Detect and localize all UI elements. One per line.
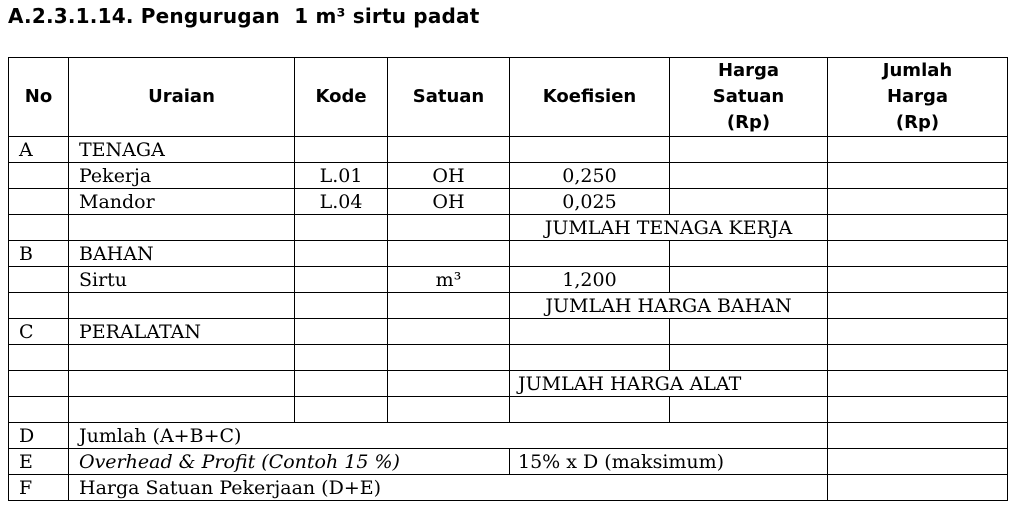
- subtotal-label: JUMLAH TENAGA KERJA: [510, 215, 828, 241]
- section-no: C: [9, 319, 69, 345]
- summary-no: E: [9, 449, 69, 475]
- item-kode: [295, 267, 388, 293]
- header-koefisien: Koefisien: [510, 58, 670, 137]
- item-uraian: Sirtu: [69, 267, 295, 293]
- section-label: BAHAN: [69, 241, 295, 267]
- item-koefisien: 1,200: [510, 267, 670, 293]
- table-row: [9, 189, 1008, 215]
- table-row: [9, 397, 1008, 423]
- summary-no: D: [9, 423, 69, 449]
- item-kode: L.04: [295, 189, 388, 215]
- item-koefisien: 0,025: [510, 189, 670, 215]
- section-no: A: [9, 137, 69, 163]
- subtotal-row-alat: [9, 371, 1008, 397]
- header-kode: Kode: [295, 58, 388, 137]
- cost-analysis-table: [8, 57, 1008, 501]
- header-satuan: Satuan: [388, 58, 510, 137]
- section-no: B: [9, 241, 69, 267]
- item-satuan: OH: [388, 163, 510, 189]
- header-harga-satuan: Harga Satuan (Rp): [670, 58, 828, 137]
- section-row-bahan: [9, 241, 1008, 267]
- summary-no: F: [9, 475, 69, 501]
- summary-row-e: [9, 449, 1008, 475]
- table-row: [9, 163, 1008, 189]
- item-uraian: Mandor: [69, 189, 295, 215]
- item-satuan: m³: [388, 267, 510, 293]
- summary-row-d: [9, 423, 1008, 449]
- header-jumlah-harga: Jumlah Harga (Rp): [828, 58, 1008, 137]
- table-row: [9, 267, 1008, 293]
- page-title: A.2.3.1.14. Pengurugan 1 m³ sirtu padat: [8, 4, 480, 28]
- table-row: [9, 345, 1008, 371]
- subtotal-row-bahan: [9, 293, 1008, 319]
- subtotal-row-tenaga: [9, 215, 1008, 241]
- item-uraian: Pekerja: [69, 163, 295, 189]
- item-koefisien: 0,250: [510, 163, 670, 189]
- subtotal-label: JUMLAH HARGA BAHAN: [510, 293, 828, 319]
- section-row-peralatan: [9, 319, 1008, 345]
- summary-label: Harga Satuan Pekerjaan (D+E): [69, 475, 828, 501]
- header-row: [9, 58, 1008, 137]
- summary-row-f: [9, 475, 1008, 501]
- item-kode: L.01: [295, 163, 388, 189]
- item-satuan: OH: [388, 189, 510, 215]
- header-no: No: [9, 58, 69, 137]
- subtotal-label: JUMLAH HARGA ALAT: [510, 371, 828, 397]
- section-row-tenaga: [9, 137, 1008, 163]
- section-label: PERALATAN: [69, 319, 295, 345]
- section-label: TENAGA: [69, 137, 295, 163]
- header-uraian: Uraian: [69, 58, 295, 137]
- summary-label: Overhead & Profit (Contoh 15 %): [69, 449, 510, 475]
- summary-label: Jumlah (A+B+C): [69, 423, 828, 449]
- summary-formula: 15% x D (maksimum): [510, 449, 828, 475]
